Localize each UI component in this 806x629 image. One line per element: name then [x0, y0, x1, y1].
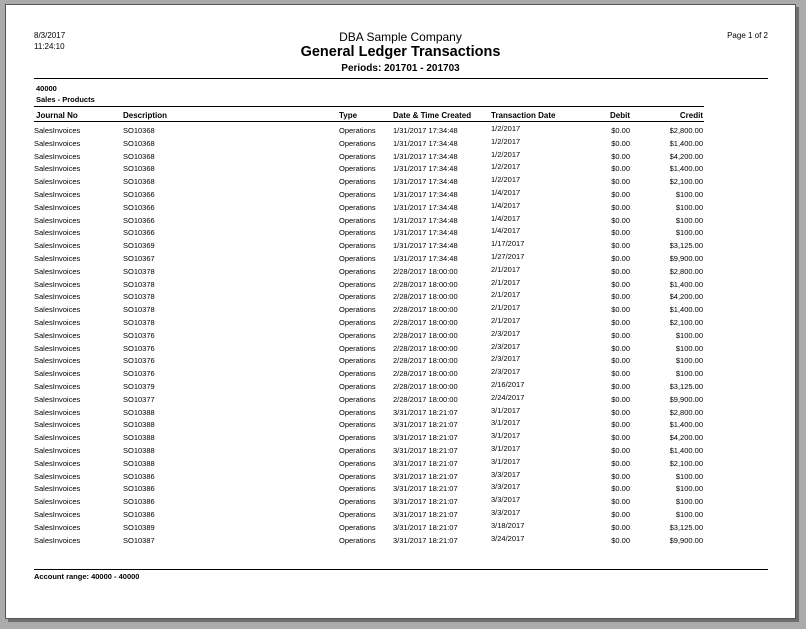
cell-credit: $100.00 [675, 228, 703, 238]
cell-debit: $0.00 [611, 228, 630, 238]
cell-debit: $0.00 [611, 535, 630, 545]
report-periods: Periods: 201701 - 201703 [341, 63, 460, 74]
cell-created: 3/31/2017 18:21:07 [393, 445, 458, 455]
table-row [6, 176, 795, 189]
cell-credit: $4,200.00 [669, 292, 703, 302]
table-row [6, 279, 795, 292]
cell-debit: $0.00 [611, 126, 630, 135]
cell-type: Operations [339, 253, 376, 263]
cell-created: 1/31/2017 17:34:48 [393, 241, 458, 251]
cell-transaction-date: 1/4/2017 [491, 213, 521, 223]
cell-created: 3/31/2017 18:21:07 [393, 471, 458, 481]
cell-description: SO10368 [123, 177, 155, 187]
cell-debit: $0.00 [611, 253, 630, 263]
cell-credit: $9,900.00 [669, 535, 703, 545]
cell-type: Operations [339, 407, 376, 417]
cell-type: Operations [339, 535, 376, 545]
cell-journal: SalesInvoices [34, 266, 81, 276]
cell-transaction-date: 1/27/2017 [491, 251, 525, 261]
table-row [6, 317, 795, 330]
cell-transaction-date: 2/1/2017 [491, 277, 521, 287]
cell-created: 2/28/2017 18:00:00 [393, 369, 458, 379]
cell-credit: $4,200.00 [669, 151, 703, 161]
table-row [6, 227, 795, 240]
cell-created: 2/28/2017 18:00:00 [393, 266, 458, 276]
columns-top-rule [34, 106, 704, 107]
cell-journal: SalesInvoices [34, 189, 81, 199]
cell-description: SO10378 [123, 305, 155, 315]
cell-type: Operations [339, 266, 376, 276]
cell-journal: SalesInvoices [34, 215, 81, 225]
cell-type: Operations [339, 433, 376, 443]
cell-transaction-date: 2/1/2017 [491, 290, 521, 300]
cell-created: 1/31/2017 17:34:48 [393, 151, 458, 161]
cell-description: SO10388 [123, 458, 155, 468]
cell-debit: $0.00 [611, 458, 630, 468]
cell-type: Operations [339, 420, 376, 430]
account-number: 40000 [36, 84, 57, 93]
cell-transaction-date: 3/18/2017 [491, 520, 525, 530]
cell-credit: $2,800.00 [669, 266, 703, 276]
cell-created: 1/31/2017 17:34:48 [393, 228, 458, 238]
footer-divider [34, 569, 768, 570]
cell-journal: SalesInvoices [34, 407, 81, 417]
cell-description: SO10368 [123, 164, 155, 174]
cell-type: Operations [339, 215, 376, 225]
cell-transaction-date: 2/1/2017 [491, 303, 521, 313]
cell-description: SO10378 [123, 266, 155, 276]
cell-transaction-date: 3/3/2017 [491, 469, 521, 479]
cell-type: Operations [339, 126, 376, 135]
cell-debit: $0.00 [611, 509, 630, 519]
cell-credit: $2,100.00 [669, 317, 703, 327]
cell-journal: SalesInvoices [34, 292, 81, 302]
cell-credit: $3,125.00 [669, 522, 703, 532]
cell-journal: SalesInvoices [34, 420, 81, 430]
cell-type: Operations [339, 394, 376, 404]
cell-journal: SalesInvoices [34, 241, 81, 251]
cell-created: 2/28/2017 18:00:00 [393, 292, 458, 302]
cell-type: Operations [339, 292, 376, 302]
cell-journal: SalesInvoices [34, 138, 81, 148]
cell-created: 2/28/2017 18:00:00 [393, 330, 458, 340]
cell-type: Operations [339, 458, 376, 468]
cell-transaction-date: 1/4/2017 [491, 200, 521, 210]
cell-credit: $100.00 [675, 369, 703, 379]
cell-created: 3/31/2017 18:21:07 [393, 407, 458, 417]
cell-description: SO10378 [123, 292, 155, 302]
cell-credit: $1,400.00 [669, 445, 703, 455]
cell-debit: $0.00 [611, 433, 630, 443]
company-name: DBA Sample Company [339, 30, 462, 44]
cell-created: 2/28/2017 18:00:00 [393, 356, 458, 366]
cell-description: SO10379 [123, 381, 155, 391]
cell-journal: SalesInvoices [34, 369, 81, 379]
col-debit: Debit [610, 111, 630, 120]
cell-type: Operations [339, 202, 376, 212]
cell-credit: $1,400.00 [669, 420, 703, 430]
cell-created: 1/31/2017 17:34:48 [393, 215, 458, 225]
col-date-time-created: Date & Time Created [393, 111, 472, 120]
cell-transaction-date: 3/1/2017 [491, 456, 521, 466]
cell-debit: $0.00 [611, 177, 630, 187]
cell-type: Operations [339, 164, 376, 174]
cell-credit: $3,125.00 [669, 381, 703, 391]
cell-transaction-date: 2/1/2017 [491, 264, 521, 274]
cell-description: SO10368 [123, 138, 155, 148]
cell-transaction-date: 1/2/2017 [491, 162, 521, 172]
table-row [6, 483, 795, 496]
cell-journal: SalesInvoices [34, 433, 81, 443]
cell-type: Operations [339, 369, 376, 379]
cell-transaction-date: 2/1/2017 [491, 315, 521, 325]
cell-created: 1/31/2017 17:34:48 [393, 164, 458, 174]
cell-debit: $0.00 [611, 317, 630, 327]
cell-type: Operations [339, 279, 376, 289]
table-row [6, 240, 795, 253]
cell-credit: $100.00 [675, 356, 703, 366]
cell-journal: SalesInvoices [34, 484, 81, 494]
print-date: 8/3/2017 [34, 31, 66, 40]
cell-transaction-date: 3/3/2017 [491, 482, 521, 492]
cell-debit: $0.00 [611, 241, 630, 251]
table-row [6, 266, 795, 279]
cell-debit: $0.00 [611, 497, 630, 507]
table-row [6, 471, 795, 484]
header-divider [34, 78, 768, 79]
cell-journal: SalesInvoices [34, 330, 81, 340]
cell-debit: $0.00 [611, 394, 630, 404]
cell-description: SO10386 [123, 509, 155, 519]
cell-debit: $0.00 [611, 138, 630, 148]
cell-created: 1/31/2017 17:34:48 [393, 126, 458, 135]
table-row [6, 253, 795, 266]
cell-created: 1/31/2017 17:34:48 [393, 189, 458, 199]
cell-transaction-date: 2/16/2017 [491, 379, 525, 389]
cell-credit: $100.00 [675, 202, 703, 212]
cell-transaction-date: 1/4/2017 [491, 187, 521, 197]
cell-created: 1/31/2017 17:34:48 [393, 253, 458, 263]
cell-description: SO10388 [123, 433, 155, 443]
cell-created: 3/31/2017 18:21:07 [393, 458, 458, 468]
cell-transaction-date: 3/3/2017 [491, 495, 521, 505]
table-row [6, 202, 795, 215]
cell-credit: $100.00 [675, 484, 703, 494]
cell-journal: SalesInvoices [34, 445, 81, 455]
page-number: Page 1 of 2 [727, 31, 768, 40]
cell-journal: SalesInvoices [34, 509, 81, 519]
cell-description: SO10376 [123, 330, 155, 340]
cell-credit: $1,400.00 [669, 305, 703, 315]
cell-created: 3/31/2017 18:21:07 [393, 497, 458, 507]
cell-journal: SalesInvoices [34, 126, 81, 135]
cell-type: Operations [339, 138, 376, 148]
cell-debit: $0.00 [611, 189, 630, 199]
table-row [6, 394, 795, 407]
cell-debit: $0.00 [611, 471, 630, 481]
cell-description: SO10369 [123, 241, 155, 251]
cell-description: SO10366 [123, 228, 155, 238]
table-row [6, 509, 795, 522]
cell-credit: $100.00 [675, 497, 703, 507]
cell-debit: $0.00 [611, 279, 630, 289]
cell-type: Operations [339, 151, 376, 161]
cell-transaction-date: 1/4/2017 [491, 226, 521, 236]
cell-credit: $4,200.00 [669, 433, 703, 443]
cell-journal: SalesInvoices [34, 343, 81, 353]
table-row [6, 458, 795, 471]
cell-journal: SalesInvoices [34, 471, 81, 481]
col-journal-no: Journal No [36, 111, 78, 120]
cell-credit: $9,900.00 [669, 394, 703, 404]
cell-type: Operations [339, 445, 376, 455]
cell-credit: $2,800.00 [669, 407, 703, 417]
cell-debit: $0.00 [611, 202, 630, 212]
cell-journal: SalesInvoices [34, 458, 81, 468]
cell-transaction-date: 3/1/2017 [491, 431, 521, 441]
cell-journal: SalesInvoices [34, 228, 81, 238]
cell-description: SO10387 [123, 535, 155, 545]
cell-type: Operations [339, 509, 376, 519]
account-name: Sales - Products [36, 95, 95, 104]
cell-description: SO10386 [123, 471, 155, 481]
report-page [5, 4, 796, 619]
cell-description: SO10377 [123, 394, 155, 404]
cell-credit: $100.00 [675, 343, 703, 353]
cell-created: 3/31/2017 18:21:07 [393, 484, 458, 494]
cell-description: SO10366 [123, 215, 155, 225]
cell-transaction-date: 3/1/2017 [491, 405, 521, 415]
table-row [6, 496, 795, 509]
cell-journal: SalesInvoices [34, 202, 81, 212]
cell-type: Operations [339, 522, 376, 532]
cell-credit: $3,125.00 [669, 241, 703, 251]
cell-journal: SalesInvoices [34, 497, 81, 507]
cell-transaction-date: 2/3/2017 [491, 354, 521, 364]
report-title: General Ledger Transactions [300, 44, 501, 60]
cell-debit: $0.00 [611, 343, 630, 353]
cell-journal: SalesInvoices [34, 356, 81, 366]
cell-description: SO10368 [123, 126, 155, 135]
cell-transaction-date: 3/24/2017 [491, 533, 525, 543]
cell-type: Operations [339, 356, 376, 366]
table-row [6, 407, 795, 420]
cell-journal: SalesInvoices [34, 317, 81, 327]
cell-credit: $100.00 [675, 189, 703, 199]
cell-debit: $0.00 [611, 420, 630, 430]
table-row [6, 304, 795, 317]
cell-transaction-date: 1/2/2017 [491, 175, 521, 185]
cell-description: SO10366 [123, 189, 155, 199]
cell-journal: SalesInvoices [34, 164, 81, 174]
cell-journal: SalesInvoices [34, 394, 81, 404]
table-row [6, 125, 795, 138]
cell-credit: $100.00 [675, 471, 703, 481]
cell-description: SO10376 [123, 343, 155, 353]
cell-debit: $0.00 [611, 330, 630, 340]
cell-type: Operations [339, 343, 376, 353]
cell-debit: $0.00 [611, 484, 630, 494]
cell-debit: $0.00 [611, 215, 630, 225]
cell-journal: SalesInvoices [34, 151, 81, 161]
cell-created: 3/31/2017 18:21:07 [393, 522, 458, 532]
cell-debit: $0.00 [611, 305, 630, 315]
print-time: 11:24:10 [34, 42, 65, 51]
cell-debit: $0.00 [611, 151, 630, 161]
table-row [6, 381, 795, 394]
cell-credit: $100.00 [675, 215, 703, 225]
cell-debit: $0.00 [611, 381, 630, 391]
cell-debit: $0.00 [611, 445, 630, 455]
cell-description: SO10386 [123, 497, 155, 507]
table-row [6, 189, 795, 202]
cell-created: 2/28/2017 18:00:00 [393, 343, 458, 353]
cell-description: SO10378 [123, 317, 155, 327]
account-range: Account range: 40000 - 40000 [34, 572, 140, 581]
col-credit: Credit [679, 111, 703, 120]
cell-credit: $1,400.00 [669, 164, 703, 174]
cell-description: SO10367 [123, 253, 155, 263]
cell-type: Operations [339, 317, 376, 327]
cell-created: 2/28/2017 18:00:00 [393, 317, 458, 327]
cell-description: SO10376 [123, 369, 155, 379]
cell-journal: SalesInvoices [34, 305, 81, 315]
cell-journal: SalesInvoices [34, 522, 81, 532]
cell-journal: SalesInvoices [34, 279, 81, 289]
cell-created: 3/31/2017 18:21:07 [393, 509, 458, 519]
cell-journal: SalesInvoices [34, 381, 81, 391]
cell-credit: $100.00 [675, 330, 703, 340]
cell-journal: SalesInvoices [34, 535, 81, 545]
cell-credit: $1,400.00 [669, 279, 703, 289]
table-row [6, 291, 795, 304]
cell-description: SO10376 [123, 356, 155, 366]
cell-debit: $0.00 [611, 266, 630, 276]
cell-type: Operations [339, 497, 376, 507]
col-transaction-date: Transaction Date [491, 111, 556, 120]
cell-type: Operations [339, 330, 376, 340]
cell-transaction-date: 2/24/2017 [491, 392, 525, 402]
cell-created: 3/31/2017 18:21:07 [393, 535, 458, 545]
table-row [6, 330, 795, 343]
cell-debit: $0.00 [611, 164, 630, 174]
table-row [6, 215, 795, 228]
col-description: Description [123, 111, 168, 120]
cell-debit: $0.00 [611, 369, 630, 379]
cell-debit: $0.00 [611, 522, 630, 532]
cell-created: 1/31/2017 17:34:48 [393, 177, 458, 187]
cell-description: SO10366 [123, 202, 155, 212]
cell-credit: $2,800.00 [669, 126, 703, 135]
cell-transaction-date: 1/2/2017 [491, 136, 521, 146]
cell-transaction-date: 1/17/2017 [491, 239, 525, 249]
cell-created: 2/28/2017 18:00:00 [393, 279, 458, 289]
cell-transaction-date: 3/1/2017 [491, 443, 521, 453]
cell-debit: $0.00 [611, 292, 630, 302]
columns-bottom-rule [34, 121, 704, 122]
table-row [6, 419, 795, 432]
table-row [6, 432, 795, 445]
cell-transaction-date: 3/3/2017 [491, 507, 521, 517]
cell-created: 3/31/2017 18:21:07 [393, 433, 458, 443]
cell-credit: $100.00 [675, 509, 703, 519]
table-row [6, 343, 795, 356]
cell-credit: $2,100.00 [669, 458, 703, 468]
cell-description: SO10378 [123, 279, 155, 289]
table-row [6, 355, 795, 368]
cell-description: SO10389 [123, 522, 155, 532]
cell-created: 2/28/2017 18:00:00 [393, 394, 458, 404]
table-row [6, 138, 795, 151]
cell-created: 2/28/2017 18:00:00 [393, 305, 458, 315]
cell-created: 2/28/2017 18:00:00 [393, 381, 458, 391]
cell-description: SO10386 [123, 484, 155, 494]
table-row [6, 445, 795, 458]
cell-credit: $9,900.00 [669, 253, 703, 263]
cell-type: Operations [339, 305, 376, 315]
cell-description: SO10388 [123, 420, 155, 430]
cell-transaction-date: 3/1/2017 [491, 418, 521, 428]
table-row [6, 368, 795, 381]
cell-credit: $2,100.00 [669, 177, 703, 187]
table-row [6, 535, 795, 548]
cell-created: 1/31/2017 17:34:48 [393, 202, 458, 212]
cell-journal: SalesInvoices [34, 177, 81, 187]
cell-type: Operations [339, 241, 376, 251]
cell-type: Operations [339, 484, 376, 494]
cell-type: Operations [339, 177, 376, 187]
cell-type: Operations [339, 228, 376, 238]
table-row [6, 163, 795, 176]
cell-transaction-date: 2/3/2017 [491, 328, 521, 338]
cell-description: SO10388 [123, 407, 155, 417]
cell-created: 3/31/2017 18:21:07 [393, 420, 458, 430]
cell-debit: $0.00 [611, 407, 630, 417]
cell-type: Operations [339, 471, 376, 481]
cell-debit: $0.00 [611, 356, 630, 366]
table-row [6, 151, 795, 164]
cell-description: SO10388 [123, 445, 155, 455]
col-type: Type [339, 111, 358, 120]
table-row [6, 522, 795, 535]
cell-transaction-date: 1/2/2017 [491, 149, 521, 159]
cell-type: Operations [339, 189, 376, 199]
cell-transaction-date: 2/3/2017 [491, 341, 521, 351]
cell-journal: SalesInvoices [34, 253, 81, 263]
cell-transaction-date: 1/2/2017 [491, 124, 521, 133]
cell-transaction-date: 2/3/2017 [491, 367, 521, 377]
cell-created: 1/31/2017 17:34:48 [393, 138, 458, 148]
cell-credit: $1,400.00 [669, 138, 703, 148]
cell-type: Operations [339, 381, 376, 391]
transactions-table [6, 125, 795, 547]
cell-description: SO10368 [123, 151, 155, 161]
